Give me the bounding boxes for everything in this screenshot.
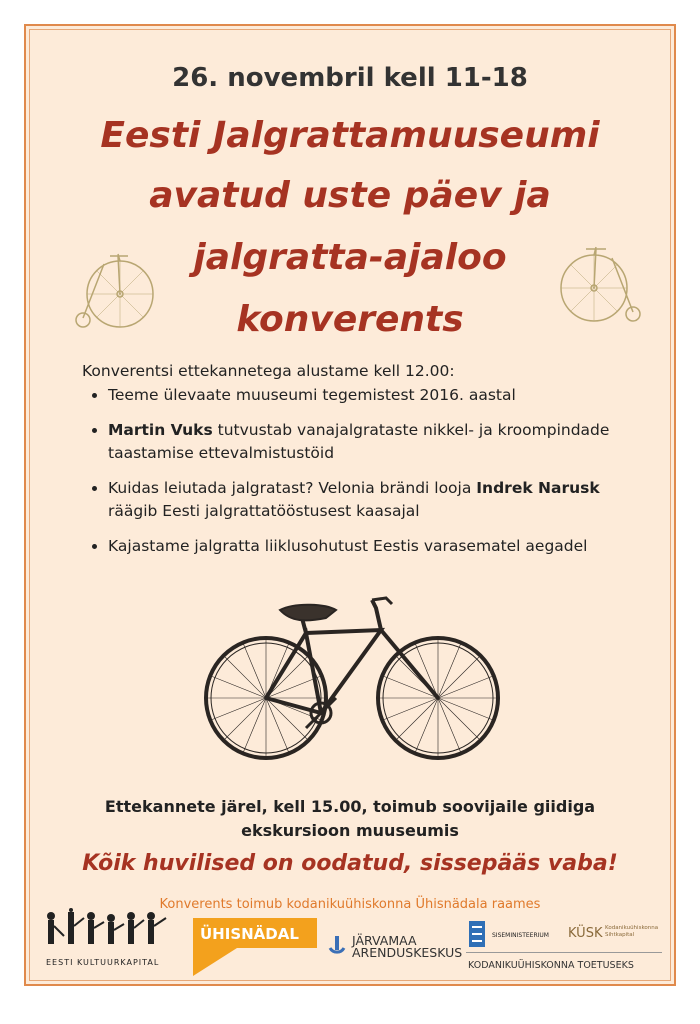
penny-farthing-right-illustration xyxy=(556,244,644,324)
penny-farthing-left-illustration xyxy=(74,252,158,330)
kulka-figures-logo xyxy=(44,908,172,952)
welcome-text: Kõik huvilised on oodatud, sissepääs vaba! xyxy=(82,851,618,876)
ministry-logo-text: SISEMINISTEERIUM xyxy=(492,932,549,939)
support-divider xyxy=(466,952,662,953)
speaker-name: Indrek Narusk xyxy=(476,479,600,497)
program-list xyxy=(84,384,628,570)
program-intro: Konverentsi ettekannetega alustame kell 12.00: xyxy=(82,362,455,380)
event-date: 26. novembril kell 11-18 xyxy=(172,63,528,93)
program-item: • Kajastame jalgratta liiklusohutust Eestis varasematel aegadel xyxy=(108,535,628,558)
kusk-logo-subtext: Kodanikuühiskonna Sihtkapital xyxy=(605,925,659,938)
kusk-logo-text: KÜSK xyxy=(568,926,603,941)
support-text: KODANIKUÜHISKONNA TOETUSEKS xyxy=(468,960,634,971)
after-conference-text: Ettekannete järel, kell 15.00, toimub soovijaile giidiga ekskursioon muuseumis xyxy=(104,797,596,840)
uhisnadal-arrow-shape xyxy=(193,948,237,976)
ministry-coat-of-arms-icon xyxy=(468,920,486,948)
jarvamaa-logo-text: JÄRVAMAA ARENDUSKESKUS xyxy=(352,933,463,960)
kulka-logo-text: EESTI KULTUURKAPITAL xyxy=(46,958,160,967)
speaker-name: Martin Vuks xyxy=(108,421,213,439)
uhisnadal-logo-text: ÜHISNÄDAL xyxy=(200,925,299,943)
title-line-2: avatud uste päev ja xyxy=(149,175,551,216)
title-line-1: Eesti Jalgrattamuuseumi xyxy=(100,115,600,156)
title-line-4: konverents xyxy=(236,299,464,340)
program-item: • Kuidas leiutada jalgratast? Velonia brändi looja Indrek Narusk räägib Eesti jalgrattatööstusest kaasajal xyxy=(108,477,628,523)
vintage-bicycle-illustration xyxy=(196,588,508,768)
program-item: • Martin Vuks tutvustab vanajalgrataste nikkel- ja kroompindade taastamise ettevalmistustöid xyxy=(108,419,628,465)
jarvamaa-logo-icon xyxy=(326,934,348,960)
title-line-3: jalgratta-ajaloo xyxy=(193,237,507,278)
conference-note: Konverents toimub kodanikuühiskonna Ühisnädala raames xyxy=(159,897,541,912)
program-item: • Teeme ülevaate muuseumi tegemistest 2016. aastal xyxy=(108,384,628,407)
